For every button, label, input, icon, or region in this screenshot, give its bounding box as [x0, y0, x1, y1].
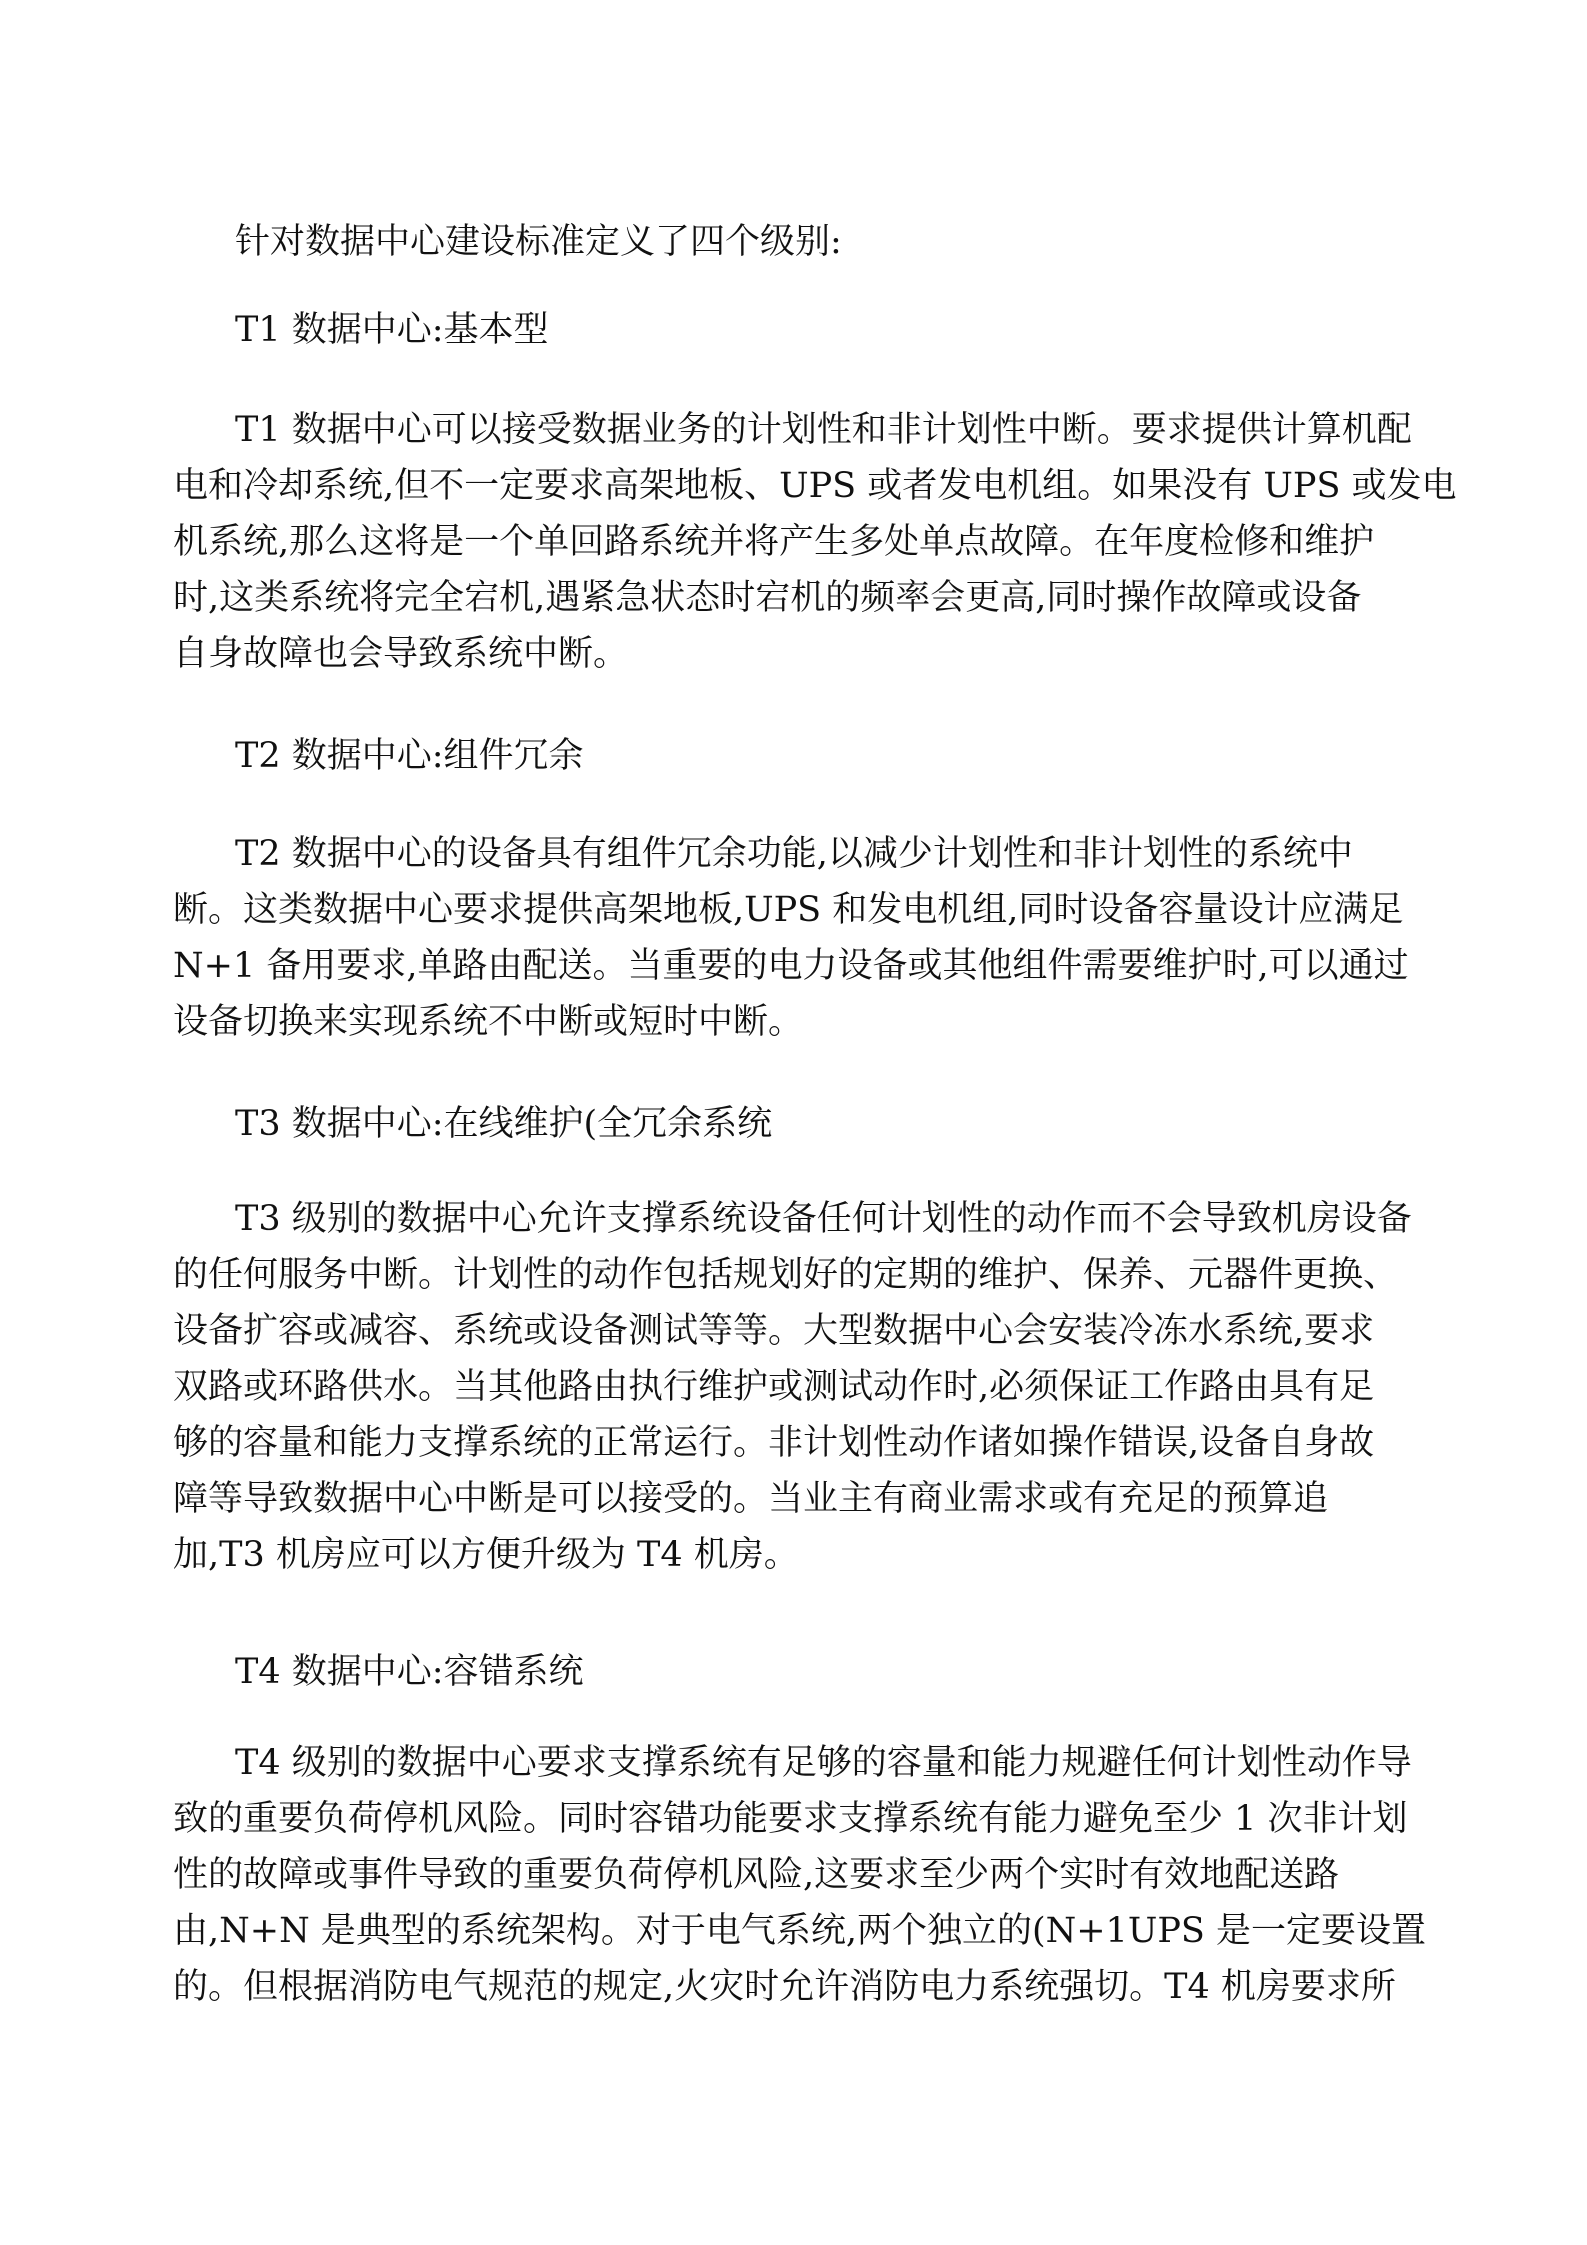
text-line: T1 数据中心可以接受数据业务的计划性和非计划性中断。要求提供计算机配: [235, 410, 1412, 450]
text-line: 加,T3 机房应可以方便升级为 T4 机房。: [173, 1535, 799, 1575]
t1-paragraph: [173, 402, 1457, 682]
text-line: 障等导致数据中心中断是可以接受的。当业主有商业需求或有充足的预算追: [173, 1479, 1329, 1519]
text-line: T4 级别的数据中心要求支撑系统有足够的容量和能力规避任何计划性动作导: [235, 1743, 1412, 1783]
text-line: 由,N+N 是典型的系统架构。对于电气系统,两个独立的(N+1UPS 是一定要设置: [173, 1911, 1426, 1951]
text-line: 设备扩容或减容、系统或设备测试等等。大型数据中心会安装冷冻水系统,要求: [173, 1311, 1375, 1351]
text-line: 电和冷却系统,但不一定要求高架地板、UPS 或者发电机组。如果没有 UPS 或发电: [173, 466, 1457, 506]
intro-text: 针对数据中心建设标准定义了四个级别:: [235, 222, 842, 262]
text-line: 双路或环路供水。当其他路由执行维护或测试动作时,必须保证工作路由具有足: [173, 1367, 1375, 1407]
text-line: 断。这类数据中心要求提供高架地板,UPS 和发电机组,同时设备容量设计应满足: [173, 890, 1404, 930]
t4-paragraph: [173, 1735, 1426, 2015]
text-line: 的任何服务中断。计划性的动作包括规划好的定期的维护、保养、元器件更换、: [173, 1255, 1399, 1295]
section-heading: T2 数据中心:组件冗余: [235, 736, 584, 776]
section-heading: T4 数据中心:容错系统: [235, 1652, 584, 1692]
t3-heading: [173, 1096, 1413, 1152]
t3-paragraph: [173, 1191, 1413, 1583]
text-line: T3 级别的数据中心允许支撑系统设备任何计划性的动作而不会导致机房设备: [235, 1199, 1412, 1239]
intro-paragraph: [173, 214, 1413, 270]
text-line: 设备切换来实现系统不中断或短时中断。: [173, 1002, 804, 1042]
text-line: 性的故障或事件导致的重要负荷停机风险,这要求至少两个实时有效地配送路: [173, 1855, 1340, 1895]
text-line: 机系统,那么这将是一个单回路系统并将产生多处单点故障。在年度检修和维护: [173, 522, 1375, 562]
t2-heading: [173, 728, 1413, 784]
section-heading: T3 数据中心:在线维护(全冗余系统: [235, 1104, 773, 1144]
t1-heading: [173, 302, 1413, 358]
text-line: 的。但根据消防电气规范的规定,火灾时允许消防电力系统强切。T4 机房要求所: [173, 1967, 1396, 2007]
text-line: T2 数据中心的设备具有组件冗余功能,以减少计划性和非计划性的系统中: [235, 834, 1353, 874]
text-line: 自身故障也会导致系统中断。: [173, 634, 629, 674]
t2-paragraph: [173, 826, 1413, 1050]
text-line: 致的重要负荷停机风险。同时容错功能要求支撑系统有能力避免至少 1 次非计划: [173, 1799, 1408, 1839]
section-heading: T1 数据中心:基本型: [235, 310, 549, 350]
text-line: N+1 备用要求,单路由配送。当重要的电力设备或其他组件需要维护时,可以通过: [173, 946, 1409, 986]
t4-heading: [173, 1644, 1413, 1700]
text-line: 够的容量和能力支撑系统的正常运行。非计划性动作诸如操作错误,设备自身故: [173, 1423, 1375, 1463]
text-line: 时,这类系统将完全宕机,遇紧急状态时宕机的频率会更高,同时操作故障或设备: [173, 578, 1362, 618]
